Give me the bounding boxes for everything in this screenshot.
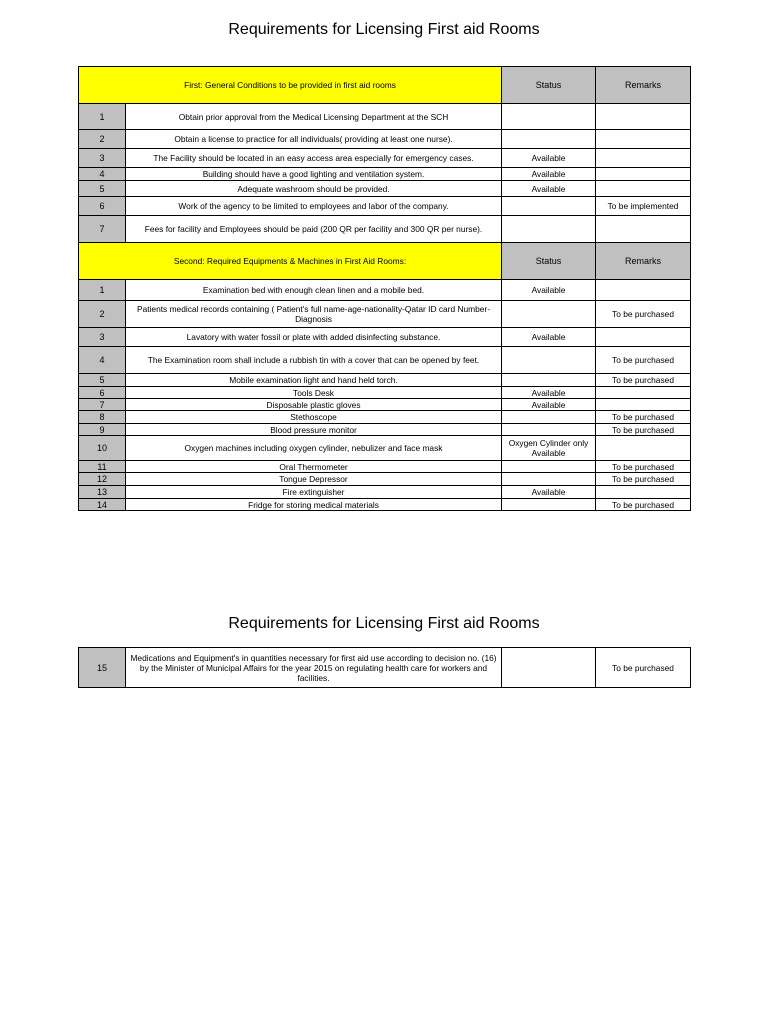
table-row — [79, 347, 691, 374]
table-row — [79, 399, 691, 411]
row-number: 11 — [79, 461, 126, 473]
remarks-cell — [596, 399, 691, 411]
status-cell — [502, 216, 596, 243]
remarks-cell — [596, 216, 691, 243]
table-row — [79, 499, 691, 511]
remarks-header: Remarks — [596, 67, 691, 104]
section-header-row — [79, 67, 691, 104]
table-row — [79, 149, 691, 168]
remarks-cell: To be purchased — [596, 301, 691, 328]
status-cell: Available — [502, 168, 596, 181]
row-number: 14 — [79, 499, 126, 511]
requirements-table — [78, 66, 691, 511]
requirements-table-continued — [78, 647, 691, 688]
status-cell — [502, 473, 596, 486]
requirement-text: Patients medical records containing ( Patient's full name-age-nationality-Qatar ID card Number-Diagnosis — [126, 301, 502, 328]
row-number: 5 — [79, 181, 126, 197]
status-cell: Available — [502, 387, 596, 399]
status-cell: Available — [502, 149, 596, 168]
status-cell: Available — [502, 486, 596, 499]
requirement-text: Oxygen machines including oxygen cylinder, nebulizer and face mask — [126, 436, 502, 461]
requirement-text: Obtain a license to practice for all individuals( providing at least one nurse). — [126, 130, 502, 149]
table-row — [79, 216, 691, 243]
status-cell: Available — [502, 399, 596, 411]
status-cell — [502, 411, 596, 424]
remarks-cell — [596, 181, 691, 197]
status-cell: Available — [502, 181, 596, 197]
requirement-text: The Examination room shall include a rubbish tin with a cover that can be opened by feet. — [126, 347, 502, 374]
requirement-text: Mobile examination light and hand held torch. — [126, 374, 502, 387]
status-cell — [502, 374, 596, 387]
row-number: 6 — [79, 197, 126, 216]
remarks-cell — [596, 104, 691, 130]
remarks-cell: To be purchased — [596, 424, 691, 436]
table-row — [79, 328, 691, 347]
status-cell — [502, 301, 596, 328]
status-cell — [502, 461, 596, 473]
remarks-cell — [596, 436, 691, 461]
section-header-row — [79, 243, 691, 280]
requirement-text: Disposable plastic gloves — [126, 399, 502, 411]
remarks-cell — [596, 387, 691, 399]
table-row — [79, 374, 691, 387]
row-number: 10 — [79, 436, 126, 461]
requirement-text: Lavatory with water fossil or plate with added disinfecting substance. — [126, 328, 502, 347]
row-number: 7 — [79, 216, 126, 243]
row-number: 8 — [79, 411, 126, 424]
requirement-text: Tongue Depressor — [126, 473, 502, 486]
row-number: 12 — [79, 473, 126, 486]
row-number: 4 — [79, 168, 126, 181]
table-row — [79, 181, 691, 197]
row-number: 4 — [79, 347, 126, 374]
remarks-cell: To be purchased — [596, 473, 691, 486]
row-number: 9 — [79, 424, 126, 436]
remarks-cell — [596, 328, 691, 347]
row-number: 2 — [79, 130, 126, 149]
status-cell — [502, 424, 596, 436]
status-header: Status — [502, 67, 596, 104]
row-number: 3 — [79, 149, 126, 168]
remarks-cell: To be purchased — [596, 648, 691, 688]
row-number: 2 — [79, 301, 126, 328]
requirement-text: Oral Thermometer — [126, 461, 502, 473]
remarks-cell: To be purchased — [596, 499, 691, 511]
status-cell: Available — [502, 280, 596, 301]
table-row — [79, 424, 691, 436]
requirement-text: Blood pressure monitor — [126, 424, 502, 436]
status-cell — [502, 347, 596, 374]
remarks-cell — [596, 168, 691, 181]
table-row — [79, 104, 691, 130]
requirement-text: Tools Desk — [126, 387, 502, 399]
table-row — [79, 387, 691, 399]
remarks-cell: To be purchased — [596, 411, 691, 424]
remarks-cell: To be implemented — [596, 197, 691, 216]
table-row — [79, 648, 691, 688]
section-heading: Second: Required Equipments & Machines in First Aid Rooms: — [79, 243, 502, 280]
status-cell — [502, 648, 596, 688]
status-cell: Oxygen Cylinder only Available — [502, 436, 596, 461]
remarks-header: Remarks — [596, 243, 691, 280]
remarks-cell — [596, 486, 691, 499]
table-row — [79, 168, 691, 181]
status-cell — [502, 197, 596, 216]
table-row — [79, 301, 691, 328]
row-number: 13 — [79, 486, 126, 499]
requirement-text: Work of the agency to be limited to employees and labor of the company. — [126, 197, 502, 216]
remarks-cell — [596, 149, 691, 168]
remarks-cell — [596, 130, 691, 149]
requirement-text: Fire extinguisher — [126, 486, 502, 499]
row-number: 5 — [79, 374, 126, 387]
table-row — [79, 130, 691, 149]
remarks-cell: To be purchased — [596, 374, 691, 387]
table-row — [79, 411, 691, 424]
requirement-text: Fridge for storing medical materials — [126, 499, 502, 511]
table-row — [79, 280, 691, 301]
row-number: 15 — [79, 648, 126, 688]
row-number: 3 — [79, 328, 126, 347]
requirement-text: The Facility should be located in an easy access area especially for emergency cases. — [126, 149, 502, 168]
table-row — [79, 461, 691, 473]
table-row — [79, 436, 691, 461]
requirement-text: Fees for facility and Employees should be paid (200 QR per facility and 300 QR per nurse). — [126, 216, 502, 243]
table-row — [79, 486, 691, 499]
page-title-2: Requirements for Licensing First aid Rooms — [228, 615, 540, 632]
remarks-cell: To be purchased — [596, 347, 691, 374]
status-cell: Available — [502, 328, 596, 347]
status-cell — [502, 130, 596, 149]
table-row — [79, 197, 691, 216]
requirement-text: Adequate washroom should be provided. — [126, 181, 502, 197]
section-heading: First: General Conditions to be provided in first aid rooms — [79, 67, 502, 104]
row-number: 6 — [79, 387, 126, 399]
requirement-text: Examination bed with enough clean linen and a mobile bed. — [126, 280, 502, 301]
page-title: Requirements for Licensing First aid Rooms — [228, 21, 540, 38]
row-number: 7 — [79, 399, 126, 411]
requirement-text: Obtain prior approval from the Medical Licensing Department at the SCH — [126, 104, 502, 130]
remarks-cell: To be purchased — [596, 461, 691, 473]
status-header: Status — [502, 243, 596, 280]
table-row — [79, 473, 691, 486]
row-number: 1 — [79, 104, 126, 130]
status-cell — [502, 499, 596, 511]
requirement-text: Stethoscope — [126, 411, 502, 424]
remarks-cell — [596, 280, 691, 301]
status-cell — [502, 104, 596, 130]
requirement-text: Medications and Equipment's in quantities necessary for first aid use according to decision no. (16) by the Minister of Municipal Affairs for the year 2015 on regulating health care for workers and facilities. — [126, 648, 502, 688]
row-number: 1 — [79, 280, 126, 301]
requirement-text: Building should have a good lighting and ventilation system. — [126, 168, 502, 181]
